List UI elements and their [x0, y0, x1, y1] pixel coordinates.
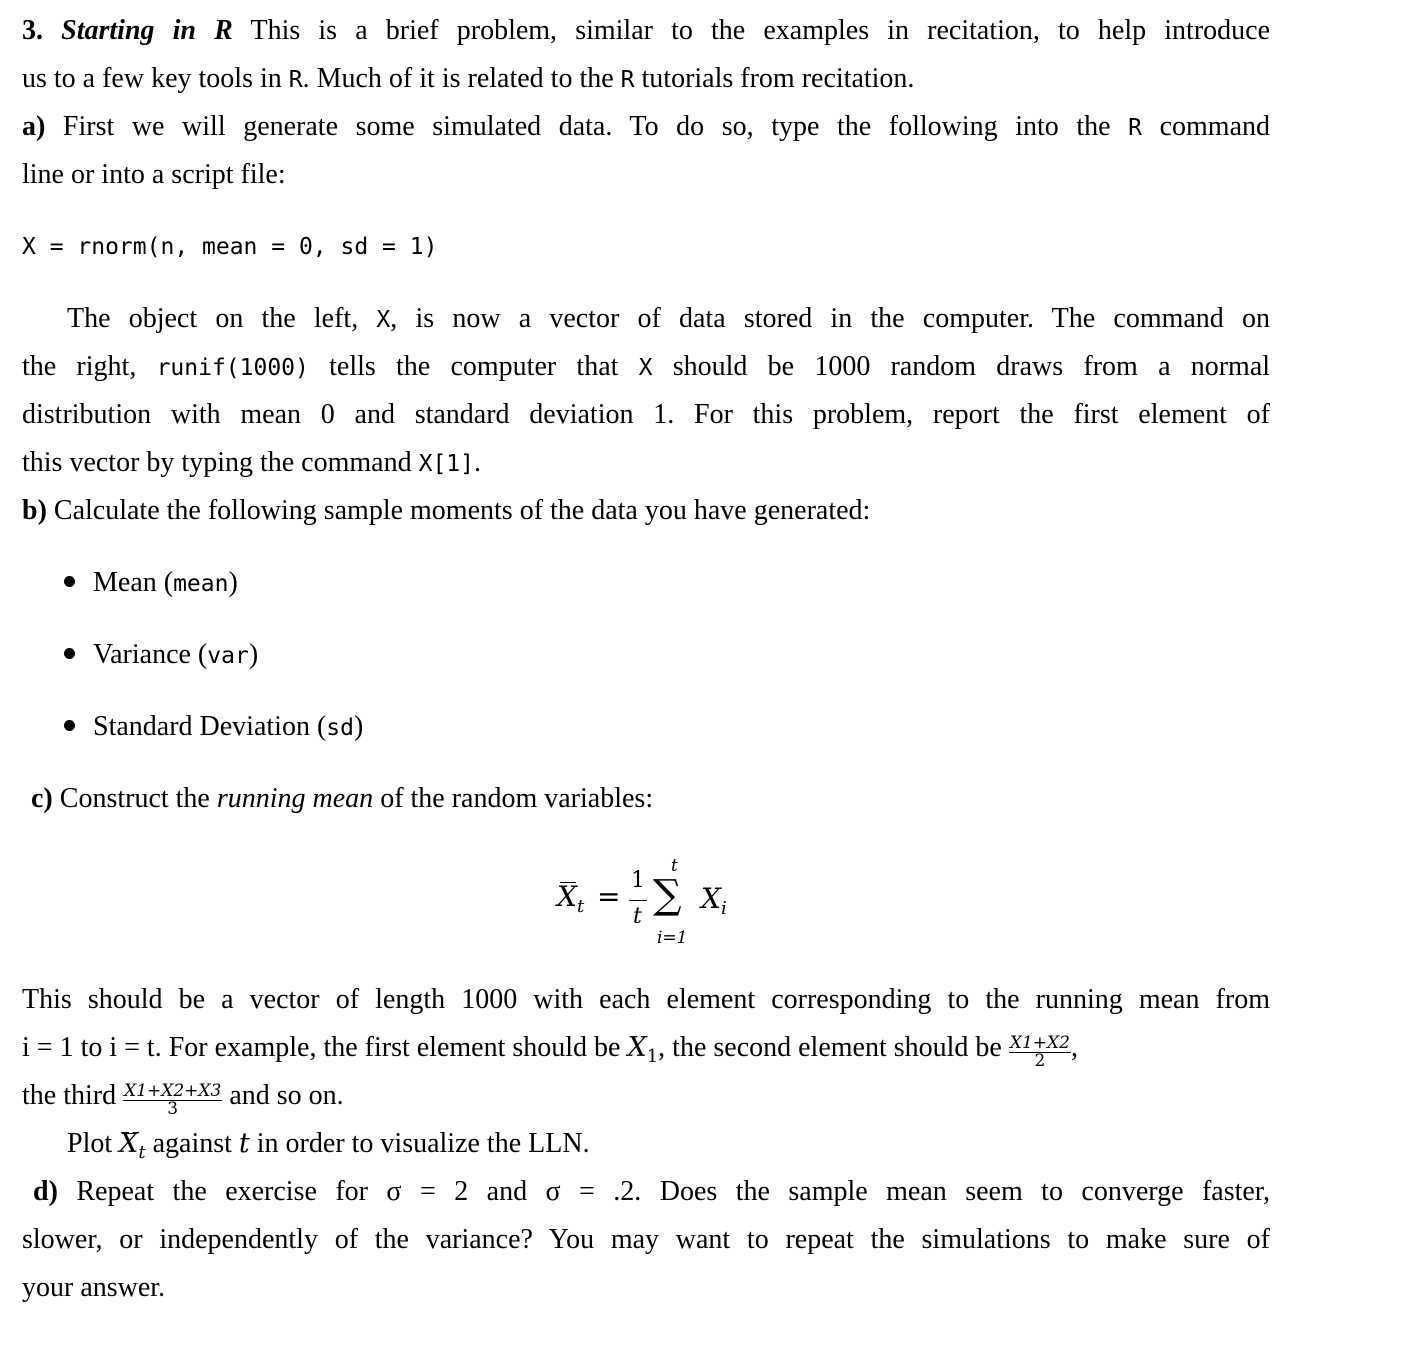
bullet-icon [64, 720, 75, 731]
part-a-paragraph-line-3: distribution with mean 0 and standard deviation 1. For this problem, report the first element of [22, 399, 1270, 430]
part-d-line-2: slower, or independently of the variance? You may want to repeat the simulations to make sure of [22, 1224, 1270, 1255]
problem-intro-line-2: us to a few key tools in R. Much of it is related to the R tutorials from recitation. [22, 63, 915, 94]
part-a-paragraph-line-4: this vector by typing the command X[1]. [22, 447, 481, 478]
problem-intro-1: This is a brief problem, similar to the examples in recitation, to help introduce [250, 15, 1271, 46]
r-code: R [620, 67, 635, 93]
code-block: X = rnorm(n, mean = 0, sd = 1) [22, 234, 438, 260]
part-b-label: b) [22, 495, 47, 526]
xbar-symbol: $X_t$ [557, 880, 585, 917]
list-item: Variance (var) [64, 638, 258, 673]
part-d-label: d) [33, 1176, 58, 1207]
part-d-line-1: d) Repeat the exercise for σ = 2 and σ = .2. Does the sample mean seem to converge faster, [33, 1176, 1271, 1207]
part-a-paragraph-line-2: the right, runif(1000) tells the computer that X should be 1000 random draws from a normal [22, 351, 1271, 382]
fraction-x1-x2: $\frac{X1+X2}{2}$ [1009, 1033, 1070, 1071]
r-code: R [288, 67, 303, 93]
part-c-paragraph-line-3: the third $\frac{X1+X2+X3}{3}$ and so on. [22, 1080, 344, 1119]
list-item: Mean (mean) [64, 566, 238, 601]
runif-code: runif(1000) [156, 355, 309, 381]
problem-number: 3. [22, 15, 43, 46]
fraction-bar [629, 900, 647, 901]
part-a-label: a) [22, 111, 46, 142]
sum-icon: ∑ [653, 872, 682, 918]
part-c-paragraph-line-4: Plot $X_t$ against t in order to visualize the LLN. [67, 1128, 590, 1163]
r-code: R [1128, 115, 1142, 141]
part-d-line-3: your answer. [22, 1272, 166, 1303]
part-c-paragraph-line-2: i = 1 to i = t. For example, the first element should be $X_1$, the second element should be $\frac{X1+X2}{2}$ , [22, 1032, 1078, 1071]
part-b-line: b) Calculate the following sample moments of the data you have generated: [22, 495, 871, 526]
overline [560, 882, 576, 883]
part-a-paragraph-line-1: The object on the left, X, is now a vector of data stored in the computer. The command on [67, 303, 1270, 334]
fraction-x1-x2-x3: $\frac{X1+X2+X3}{3}$ [124, 1081, 222, 1119]
part-c-paragraph-line-1: This should be a vector of length 1000 with each element corresponding to the running mean from [22, 984, 1270, 1015]
problem-heading-line [22, 14, 1270, 48]
running-mean-equation: $X_t$ = 1 t t ∑ i=1 $X_i$ [557, 856, 727, 948]
part-a-line-1: a) First we will generate some simulated data. To do so, type the following into the R command [22, 111, 1270, 142]
part-c-label: c) [31, 783, 53, 814]
list-item: Standard Deviation (sd) [64, 710, 363, 745]
x1-code: X[1] [418, 451, 474, 477]
overline [122, 1133, 137, 1134]
part-c-line: c) Construct the running mean of the random variables: [31, 783, 654, 814]
part-a-line-2: line or into a script file: [22, 159, 286, 190]
bullet-icon [64, 576, 75, 587]
bullet-icon [64, 648, 75, 659]
problem-title: Starting in R [61, 15, 233, 46]
